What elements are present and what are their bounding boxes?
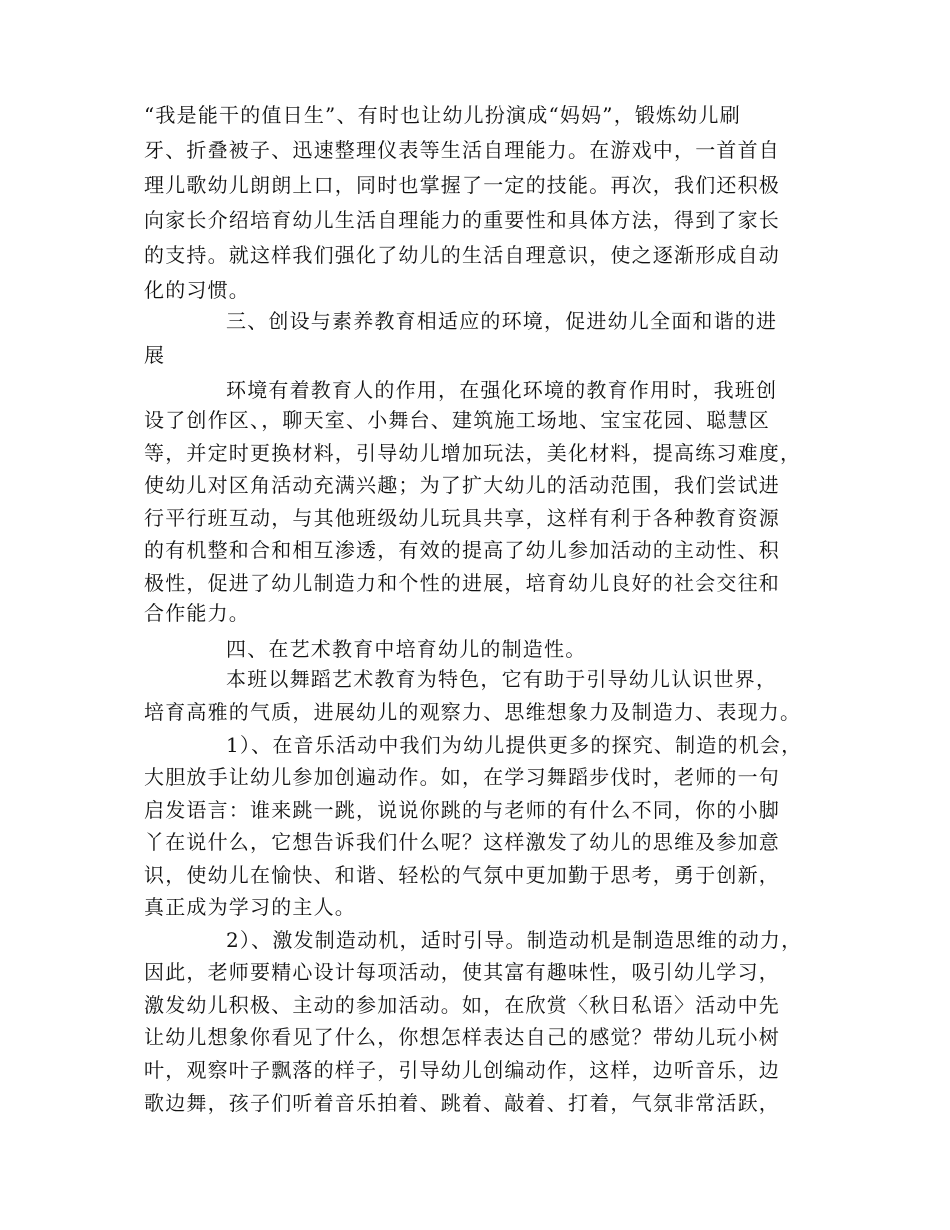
text-line: 等，并定时更换材料，引导幼儿增加玩法，美化材料，提高练习难度， [144, 441, 802, 465]
text-line: 化的习惯。 [144, 278, 250, 302]
text-line: 大胆放手让幼儿参加创遍动作。如，在学习舞蹈步伐时，老师的一句 [144, 765, 780, 789]
text-line: 合作能力。 [144, 601, 250, 625]
text-line: 理儿歌幼儿朗朗上口，同时也掌握了一定的技能。再次，我们还积极 [144, 173, 780, 197]
text-line: 叶，观察叶子飘落的样子，引导幼儿创编动作，这样，边听音乐，边 [144, 1058, 780, 1082]
text-line: 的支持。就这样我们强化了幼儿的生活自理意识，使之逐渐形成自动 [144, 243, 780, 267]
text-line: 设了创作区、，聊天室、小舞台、建筑施工场地、宝宝花园、聪慧区 [144, 408, 770, 432]
text-line: 因此，老师要精心设计每项活动，使其富有趣味性，吸引幼儿学习， [144, 960, 780, 984]
text-line: 激发幼儿积极、主动的参加活动。如，在欣赏〈秋日私语〉活动中先 [144, 993, 780, 1017]
text-line: 的有机整和合和相互渗透，有效的提高了幼儿参加活动的主动性、积 [144, 538, 780, 562]
paragraph-first-line: 2）、激发制造动机，适时引导。制造动机是制造思维的动力， [226, 928, 803, 952]
section-heading: 三、创设与素养教育相适应的环境，促进幼儿全面和谐的进 [226, 309, 778, 333]
text-line: “我是能干的值日生”、有时也让幼儿扮演成“妈妈”，锻炼幼儿刷 [144, 103, 741, 127]
text-line: 向家长介绍培育幼儿生活自理能力的重要性和具体方法，得到了家长 [144, 208, 780, 232]
text-line: 丫在说什么，它想告诉我们什么呢？这样激发了幼儿的思维及参加意 [144, 830, 780, 854]
text-line: 让幼儿想象你看见了什么，你想怎样表达自己的感觉？带幼儿玩小树 [144, 1025, 780, 1049]
text-line: 牙、折叠被子、迅速整理仪表等生活自理能力。在游戏中，一首首自 [144, 138, 780, 162]
paragraph-first-line: 本班以舞蹈艺术教育为特色，它有助于引导幼儿认识世界， [226, 667, 778, 691]
text-line: 歌边舞，孩子们听着音乐拍着、跳着、敲着、打着，气氛非常活跃， [144, 1091, 780, 1115]
text-line: 启发语言：谁来跳一跳，说说你跳的与老师的有什么不同，你的小脚 [144, 798, 780, 822]
text-line: 极性，促进了幼儿制造力和个性的进展，培育幼儿良好的社会交往和 [144, 571, 780, 595]
paragraph-first-line: 1）、在音乐活动中我们为幼儿提供更多的探究、制造的机会， [226, 733, 803, 757]
text-line: 使幼儿对区角活动充满兴趣；为了扩大幼儿的活动范围，我们尝试进 [144, 473, 780, 497]
section-heading: 四、在艺术教育中培育幼儿的制造性。 [226, 637, 587, 661]
section-heading-continued: 展 [144, 343, 166, 367]
text-line: 真正成为学习的主人。 [144, 895, 356, 919]
paragraph-first-line: 环境有着教育人的作用，在强化环境的教育作用时，我班创 [226, 378, 778, 402]
text-line: 培育高雅的气质，进展幼儿的观察力、思维想象力及制造力、表现力。 [144, 700, 802, 724]
text-line: 行平行班互动，与其他班级幼儿玩具共享，这样有利于各种教育资源 [144, 506, 780, 530]
text-line: 识，使幼儿在愉快、和谐、轻松的气氛中更加勤于思考，勇于创新， [144, 863, 780, 887]
